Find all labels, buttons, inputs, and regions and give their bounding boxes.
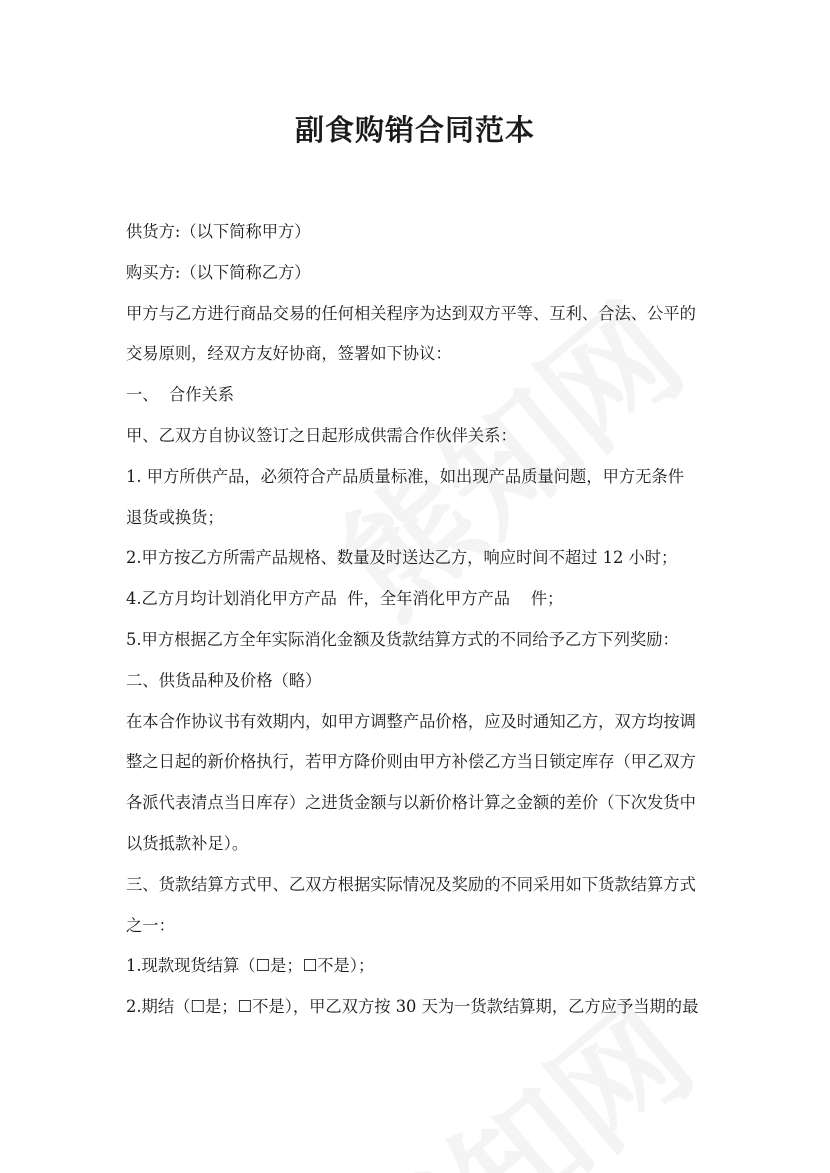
paragraph-line: 退货或换货； — [126, 507, 224, 527]
paragraph-line: 交易原则，经双方友好协商，签署如下协议： — [126, 344, 452, 364]
paragraph-line: 4.乙方月均计划消化甲方产品 件，全年消化甲方产品 件； — [126, 589, 564, 609]
section-heading: 三、货款结算方式甲、乙双方根据实际情况及奖励的不同采用如下货款结算方式 — [126, 874, 696, 894]
paragraph-line: 购买方:（以下简称乙方） — [126, 262, 311, 282]
paragraph-line: 甲、乙双方自协议签订之日起形成供需合作伙伴关系： — [126, 425, 517, 445]
paragraph-line: 整之日起的新价格执行，若甲方降价则由甲方补偿乙方当日锁定库存（甲乙双方 — [126, 752, 696, 772]
document-body — [126, 212, 716, 1028]
section-heading: 一、 合作关系 — [126, 385, 235, 405]
paragraph-line: 在本合作协议书有效期内，如甲方调整产品价格，应及时通知乙方，双方均按调 — [126, 711, 696, 731]
document-title: 副食购销合同范本 — [294, 113, 535, 147]
paragraph-line: 5.甲方根据乙方全年实际消化金额及货款结算方式的不同给予乙方下列奖励： — [126, 629, 679, 649]
paragraph-line: 之一： — [126, 915, 175, 935]
paragraph-line: 1. 甲方所供产品，必须符合产品质量标准，如出现产品质量问题，甲方无条件 — [126, 466, 684, 486]
paragraph-line: 甲方与乙方进行商品交易的任何相关程序为达到双方平等、互利、合法、公平的 — [126, 303, 696, 323]
paragraph-line: 1.现款现货结算（☐是；☐不是）； — [126, 956, 375, 976]
paragraph-line: 各派代表清点当日库存）之进货金额与以新价格计算之金额的差价（下次发货中 — [126, 793, 696, 813]
paragraph-line: 2.甲方按乙方所需产品规格、数量及时送达乙方，响应时间不超过 12 小时； — [126, 548, 678, 568]
section-heading: 二、供货品种及价格（略） — [126, 670, 322, 690]
paragraph-line: 供货方:（以下简称甲方） — [126, 222, 311, 241]
paragraph-line: 以货抵款补足）。 — [126, 833, 249, 853]
paragraph-line: 2.期结（☐是；☐不是），甲乙双方按 30 天为一货款结算期，乙方应予当期的最 — [126, 997, 699, 1017]
